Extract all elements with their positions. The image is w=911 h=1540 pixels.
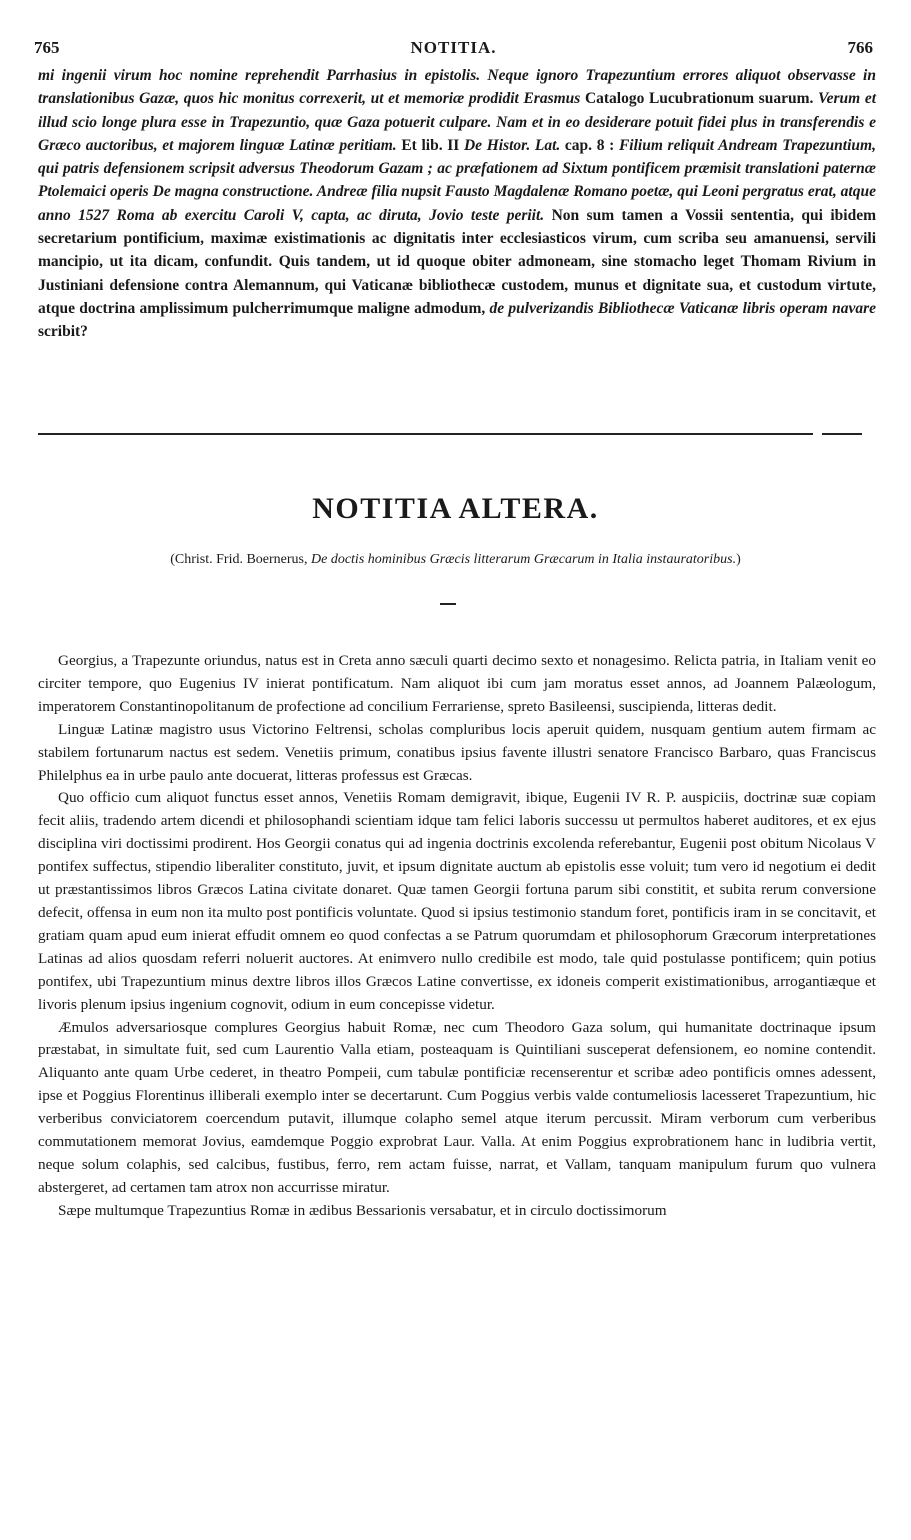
text-run: cap. 8 : xyxy=(560,136,619,154)
section-divider-end xyxy=(822,433,862,435)
text-run: Catalogo Lucubrationum suarum. xyxy=(584,90,818,108)
section-title: NOTITIA ALTERA. xyxy=(312,492,599,525)
citation-close: ) xyxy=(736,552,741,567)
running-header xyxy=(34,38,873,60)
text-run: Et lib. II xyxy=(396,136,464,154)
ornamental-dash xyxy=(440,603,456,605)
continued-passage xyxy=(38,64,876,344)
continued-paragraph xyxy=(38,64,876,344)
paragraph: Quo officio cum aliquot functus esset annos, Venetiis Romam demigravit, ibique, Eugenii IV R. P. auspiciis, doctrinæ suæ copiam fecit aliis, tradendo artem dicendi et philosophandi scientiam idque tam felici laboris successu ut permultos haberet auditores, et ex ejus disciplina viri doctissimi prodirent. Hos Georgii conatus qui ad ingenia doctrinis excolenda referebantur, Eugenii post obitum Nicolaus V pontifex suffectus, stipendio liberaliter constituto, juvit, et ipsum dignitate auctum ab epistolis esse voluit; tum vero id negotium ei dedit ut præstantissimos libros Græcos Latina civitate donaret. Quæ tamen Georgii fortuna parum sibi constitit, et subita rerum conversione defecit, offensa in eum non ita multo post pontificis voluntate. Quod si ipsius testimonio standum foret, pontificis iram in se concitavit, et gratiam quam apud eum inierat effudit omnem eo quod confectas a se Patrum quorumdam et philosophorum Græcorum interpretationes Latinas ad alios quosdam referri noluerit auctores. At enimvero nullo credibile est modo, tale quid postulasse pontificem; quin potius pontifex, ubi Trapezuntium minus dextre libros illos Græcos Latine convertisse, ex idoneis comperit existimationibus, arrogantiæque et livoris plenum ipsius ingenium cognovit, odium in eum concepisse videtur. xyxy=(38,789,876,1013)
paragraph: Georgius, a Trapezunte oriundus, natus est in Creta anno sæculi quarti decimo sexto et nonagesimo. Relicta patria, in Italiam venit eo circiter tempore, quo Eugenius IV inierat pontificatum. Nam aliquot ibi cum jam moratus esset annos, ad Joannem Palæologum, imperatorem Constantinopolitanum de profectione ad concilium Ferrariense, spreto Basileensi, suscipienda, litteras dedit. xyxy=(38,652,876,715)
text-run: De Histor. Lat. xyxy=(463,136,561,154)
text-run: Verum et illud scio longe plura esse in Trapezuntio, quæ Gaza potuerit culpare. Nam et in eo desiderare potuit fidei plus in transferendis e Græco auctoribus, et majorem linguæ Latinæ peritiam. xyxy=(38,90,876,154)
text-run: scribit? xyxy=(38,323,88,341)
text-run: Non sum tamen a Vossii sententia, qui ibidem secretarium pontificium, maximæ existimationis ac dignitatis inter ecclesiasticos virum, cum scriba seu amanuensi, servili mancipio, ut ita dicam, confundit. Quis tandem, ut id quoque obiter admoneam, sine stomacho leget Thomam Rivium in Justiniani defensione contra Alemannum, qui Vaticanæ bibliothecæ custodem, munus et dignitate sua, et custodum virtute, atque doctrina amplissimum pulcherrimumque maligne admodum, xyxy=(38,206,876,317)
page-number-left: 765 xyxy=(34,38,60,57)
citation-author: (Christ. Frid. Boernerus, xyxy=(170,552,311,567)
source-citation xyxy=(0,552,911,568)
text-run: Filium reliquit Andream Trapezuntium, qui patris defensionem scripsit adversus Theodorum Gazam ; ac præfationem ad Sixtum pontificem præmisit translationi paternæ Ptolemaici operis De magna constructione. Andreæ filia nupsit Fausto Magdalenæ Romano poetæ, qui Leoni pergratus erat, atque anno 1527 Roma ab exercitu Caroli V, capta, ac diruta, Jovio teste periit. xyxy=(38,136,876,224)
running-title: NOTITIA. xyxy=(410,38,497,57)
citation-work-title: De doctis hominibus Græcis litterarum Græcarum in Italia instauratoribus. xyxy=(311,552,737,567)
section-divider xyxy=(38,433,813,435)
text-run: mi ingenii virum hoc nomine reprehendit Parrhasius in epistolis. Neque ignoro Trapezuntium errores aliquot observasse in translationibus Gazæ, quos hic monitus correxerit, ut et memoriæ prodidit Erasmus xyxy=(38,67,876,108)
page-number-right: 766 xyxy=(847,38,873,57)
main-text xyxy=(38,650,876,1223)
paragraph: Sæpe multumque Trapezuntius Romæ in ædibus Bessarionis versabatur, et in circulo doctissimorum xyxy=(58,1201,667,1219)
paragraph: Linguæ Latinæ magistro usus Victorino Feltrensi, scholas compluribus locis aperuit quidem, nusquam gentium autem firmam ac stabilem fortunarum nactus est sedem. Venetiis primum, conatibus ipsius favente illustri senatore Francisco Barbaro, quas Franciscus Philelphus ea in urbe paulo ante docuerat, litteras professus est Græcas. xyxy=(38,720,876,784)
text-run: de pulverizandis Bibliothecæ Vaticanæ libris operam navare xyxy=(489,299,876,317)
paragraph: Æmulos adversariosque complures Georgius habuit Romæ, nec cum Theodoro Gaza solum, qui humanitate doctrinaque ipsum præstabat, in simultate fuit, sed cum Laurentio Valla etiam, posteaquam is Quintiliani susceperat defensionem, eo nomine contendit. Aliquanto ante quam Urbe cederet, in theatro Pompeii, cum tabulæ pontificiæ recenserentur et scribæ adeo pontificis omnes adessent, ipse et Poggius Florentinus illiberali exemplo inter se decertarunt. Cum Poggius verbis valde contumeliosis lacesseret Trapezuntium, hic verberibus conviciatorem coercendum putavit, illumque colapho semel atque iterum percussit. Miram verborum cum verberibus commutationem memorat Jovius, eamdemque Poggio exprobrat Laur. Valla. At enim Poggius exprobrationem hanc in ludibria vertit, neque solum colaphis, sed calcibus, fustibus, ferro, rem actam fuisse, narrat, et Vallam, tanquam manipulum furum quo vulnera abstergeret, ad certamen tam atrox non accurrisse miratur. xyxy=(38,1018,876,1196)
